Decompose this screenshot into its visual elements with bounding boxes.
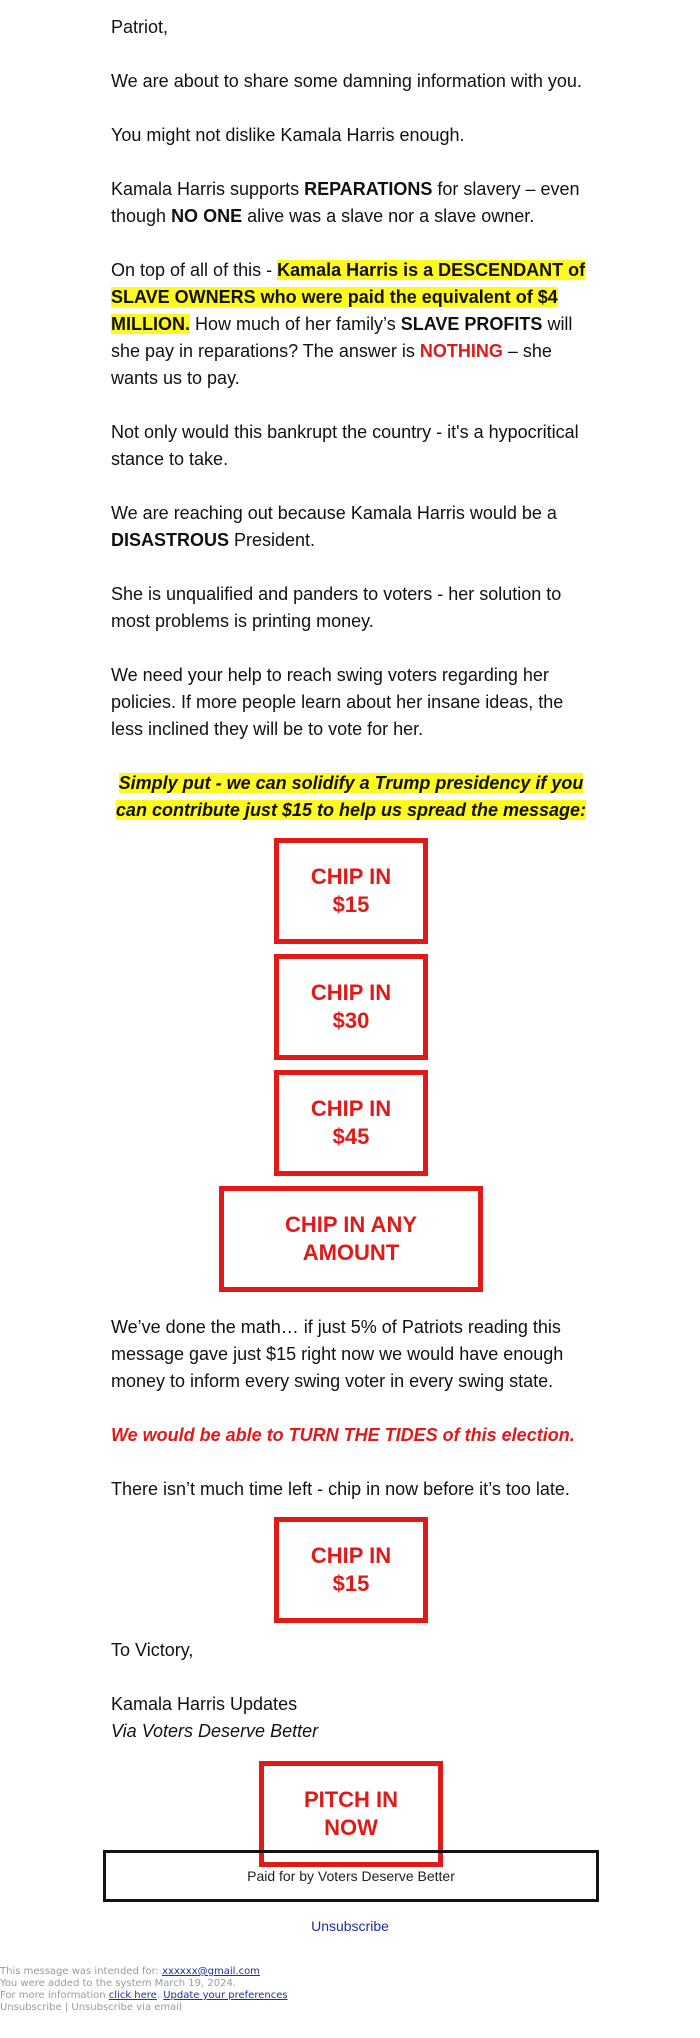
paragraph-time-left: There isn’t much time left - chip in now before it’s too late. [111, 1479, 570, 1499]
paragraph-disastrous: We are reaching out because Kamala Harris would be a DISASTROUS President. [111, 503, 557, 550]
footer-added-line: You were added to the system March 19, 2024. [0, 1978, 236, 1989]
pitch-in-now-button[interactable]: PITCH IN NOW [259, 1761, 443, 1867]
sender-via: Via Voters Deserve Better [111, 1721, 319, 1741]
paragraph-bankrupt: Not only would this bankrupt the country - it's a hypocritical stance to take. [111, 422, 579, 469]
paragraph-descendant: On top of all of this - Kamala Harris is a DESCENDANT of SLAVE OWNERS who were paid the equivalent of $4 MILLION. How much of her family’s SLAVE PROFITS will she pay in reparations? The answer is NOTHING – she wants us to pay. [111, 260, 586, 388]
paragraph-reparations: Kamala Harris supports REPARATIONS for slavery – even though NO ONE alive was a slave nor a slave owner. [111, 179, 580, 226]
unsubscribe-link[interactable]: Unsubscribe [311, 1918, 389, 1934]
chip-in-30-button[interactable]: CHIP IN $30 [274, 954, 428, 1060]
email-body [111, 0, 591, 1867]
footer-update-preferences-link[interactable]: Update your preferences [163, 1990, 288, 2001]
chip-in-15-button-secondary[interactable]: CHIP IN $15 [274, 1517, 428, 1623]
paragraph-turn-tides: We would be able to TURN THE TIDES of this election. [111, 1425, 575, 1445]
footer-click-here-link[interactable]: click here [108, 1990, 157, 2001]
chip-in-15-button[interactable]: CHIP IN $15 [274, 838, 428, 944]
callout: Simply put - we can solidify a Trump presidency if you can contribute just $15 to help us spread the message: [115, 773, 587, 820]
sender-name: Kamala Harris Updates [111, 1694, 298, 1714]
footer-more-info-line: For more information click here. Update your preferences [0, 1990, 288, 2001]
chip-in-45-button[interactable]: CHIP IN $45 [274, 1070, 428, 1176]
chip-in-any-amount-button[interactable]: CHIP IN ANY AMOUNT [219, 1186, 483, 1292]
highlighted-claim: Kamala Harris is a DESCENDANT of SLAVE OWNERS who were paid the equivalent of $4 MILLION. [111, 260, 586, 334]
footer [0, 1966, 288, 2014]
signoff: To Victory, [111, 1640, 194, 1660]
paragraph-math: We’ve done the math… if just 5% of Patriots reading this message gave just $15 right now we would have enough money to inform every swing voter in every swing state. [111, 1317, 564, 1391]
paragraph-intro: We are about to share some damning information with you. [111, 71, 582, 91]
paid-for-disclaimer: Paid for by Voters Deserve Better [103, 1850, 599, 1902]
footer-unsubscribe-line[interactable]: Unsubscribe | Unsubscribe via email [0, 2002, 182, 2013]
paragraph-swing-voters: We need your help to reach swing voters regarding her policies. If more people learn about her insane ideas, the less inclined they will be to vote for her. [111, 665, 564, 739]
footer-email-link[interactable]: xxxxxx@gmail.com [162, 1966, 260, 1977]
greeting: Patriot, [111, 17, 169, 37]
footer-intended-line: This message was intended for: xxxxxx@gmail.com [0, 1966, 260, 1977]
paragraph-unqualified: She is unqualified and panders to voters - her solution to most problems is printing money. [111, 584, 562, 631]
paragraph-dislike: You might not dislike Kamala Harris enough. [111, 125, 465, 145]
